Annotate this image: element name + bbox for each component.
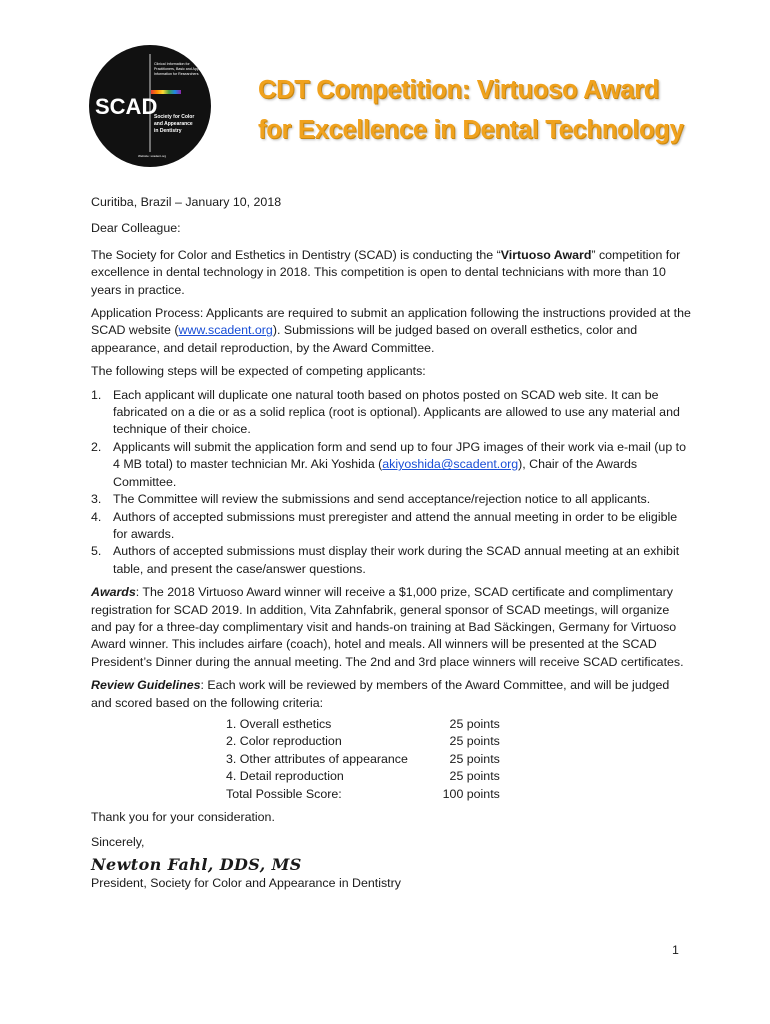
steps-list <box>91 387 691 578</box>
criteria-name: Total Possible Score: <box>226 786 342 801</box>
review-text: : Each work will be reviewed by members of the Award Committee, and will be judged and scored based on the following criteria: <box>91 678 670 710</box>
logo-tagline-3: Information for Researchers <box>154 72 199 76</box>
logo-org-line-3: in Dentistry <box>154 128 182 134</box>
logo-website: Website: scadent.org <box>138 154 167 158</box>
closing-line: Sincerely, <box>91 835 145 850</box>
thanks-line: Thank you for your consideration. <box>91 810 275 824</box>
review-paragraph <box>91 677 691 712</box>
intro-text-before: The Society for Color and Esthetics in Dentistry (SCAD) is conducting the “ <box>91 247 501 262</box>
scad-logo-graphic <box>88 44 212 168</box>
dateline: Curitiba, Brazil – January 10, 2018 <box>91 195 282 209</box>
step-text: Authors of accepted submissions must display their work during the SCAD annual meeting at an exhibit table, and present the case/answer questions. <box>113 544 680 576</box>
letter-body <box>91 194 691 899</box>
criteria-table <box>226 716 500 803</box>
logo-org-line-2: and Appearance <box>154 121 193 127</box>
page-number: 1 <box>672 943 679 957</box>
criteria-name: 4. Detail reproduction <box>226 769 344 784</box>
step-item <box>91 439 691 491</box>
scad-logo <box>88 44 212 168</box>
step-text: Each applicant will duplicate one natural tooth based on photos posted on SCAD web site. It can be fabricated on a die or as a solid replica (root is optional). Applicants are allowed to use any material and technique of their choice. <box>113 387 680 437</box>
criteria-name: 2. Color reproduction <box>226 734 342 749</box>
title-line-2: for Excellence in Dental Technology <box>258 116 684 144</box>
review-label: Review Guidelines <box>91 678 201 693</box>
intro-award-name: Virtuoso Award <box>500 247 592 262</box>
step-text: The Committee will review the submissions and send acceptance/rejection notice to all applicants. <box>113 492 651 507</box>
process-text-before: Application Process: Applicants are required to submit an application following the instructions provided at the SCAD website ( <box>91 306 691 338</box>
criteria-name: 1. Overall esthetics <box>226 716 332 731</box>
awards-text: : The 2018 Virtuoso Award winner will receive a $1,000 prize, SCAD certificate and complimentary registration for SCAD 2019. In addition, Vita Zahnfabrik, general sponsor of SCAD meetings, will organize and pay for a three-day complimentary visit and hands-on training at Bad Säckingen, Germany for Virtuoso Award winner. This includes airfare (coach), hotel and meals. All winners will be presented at the SCAD President’s Dinner during the annual meeting. The 2nd and 3rd place winners will receive SCAD certificates. <box>91 585 684 669</box>
scad-website-link[interactable]: www.scadent.org <box>178 323 273 338</box>
criteria-row <box>226 716 500 733</box>
step-text-before: Applicants will submit the application form and send up to four JPG images of their work via e-mail (up to 4 MB total) to master technician Mr. Aki Yoshida ( <box>113 439 686 472</box>
step-item <box>91 543 691 578</box>
step-number: 2. <box>91 439 102 454</box>
criteria-row <box>226 733 500 750</box>
criteria-total-row <box>226 786 500 803</box>
logo-tagline-1: Clinical Information for <box>154 62 190 66</box>
step-number: 1. <box>91 387 102 402</box>
page-title <box>258 70 738 150</box>
steps-intro: The following steps will be expected of competing applicants: <box>91 364 426 379</box>
criteria-points: 25 points <box>449 769 500 784</box>
step-text-after: ), Chair of the Awards Committee. <box>113 457 638 489</box>
signature: Newton Fahl, DDS, MS <box>91 854 302 874</box>
logo-org-line-1: Society for Color <box>154 114 195 120</box>
logo-tagline-2: Practitioners, Basic and Applied <box>154 67 205 71</box>
signer-title: President, Society for Color and Appearance in Dentistry <box>91 876 401 891</box>
step-number: 3. <box>91 492 102 507</box>
awards-label: Awards <box>91 585 136 600</box>
process-text-after: ). Submissions will be judged based on overall esthetics, color and appearance, and detail reproduction, by the Award Committee. <box>91 323 638 355</box>
intro-paragraph <box>91 247 691 299</box>
salutation: Dear Colleague: <box>91 221 181 236</box>
step-text: Authors of accepted submissions must preregister and attend the annual meeting in order to be eligible for awards. <box>113 509 678 541</box>
awards-paragraph <box>91 584 691 671</box>
criteria-points: 25 points <box>449 734 500 749</box>
process-paragraph <box>91 305 691 357</box>
title-line-1: CDT Competition: Virtuoso Award <box>258 76 660 104</box>
criteria-row <box>226 768 500 785</box>
criteria-name: 3. Other attributes of appearance <box>226 751 408 766</box>
step-number: 4. <box>91 509 102 524</box>
step-item <box>91 387 691 439</box>
logo-acronym: SCAD <box>95 94 158 119</box>
step-number: 5. <box>91 544 102 559</box>
intro-text-after: ” competition for excellence in dental technology in 2018. This competition is open to dental technicians with more than 10 years in practice. <box>91 247 681 297</box>
email-link[interactable]: akiyoshida@scadent.org <box>382 457 519 472</box>
criteria-row <box>226 751 500 768</box>
criteria-points: 25 points <box>449 751 500 766</box>
criteria-points: 25 points <box>449 716 500 731</box>
step-item <box>91 491 691 508</box>
step-item <box>91 509 691 544</box>
criteria-points: 100 points <box>442 786 500 801</box>
